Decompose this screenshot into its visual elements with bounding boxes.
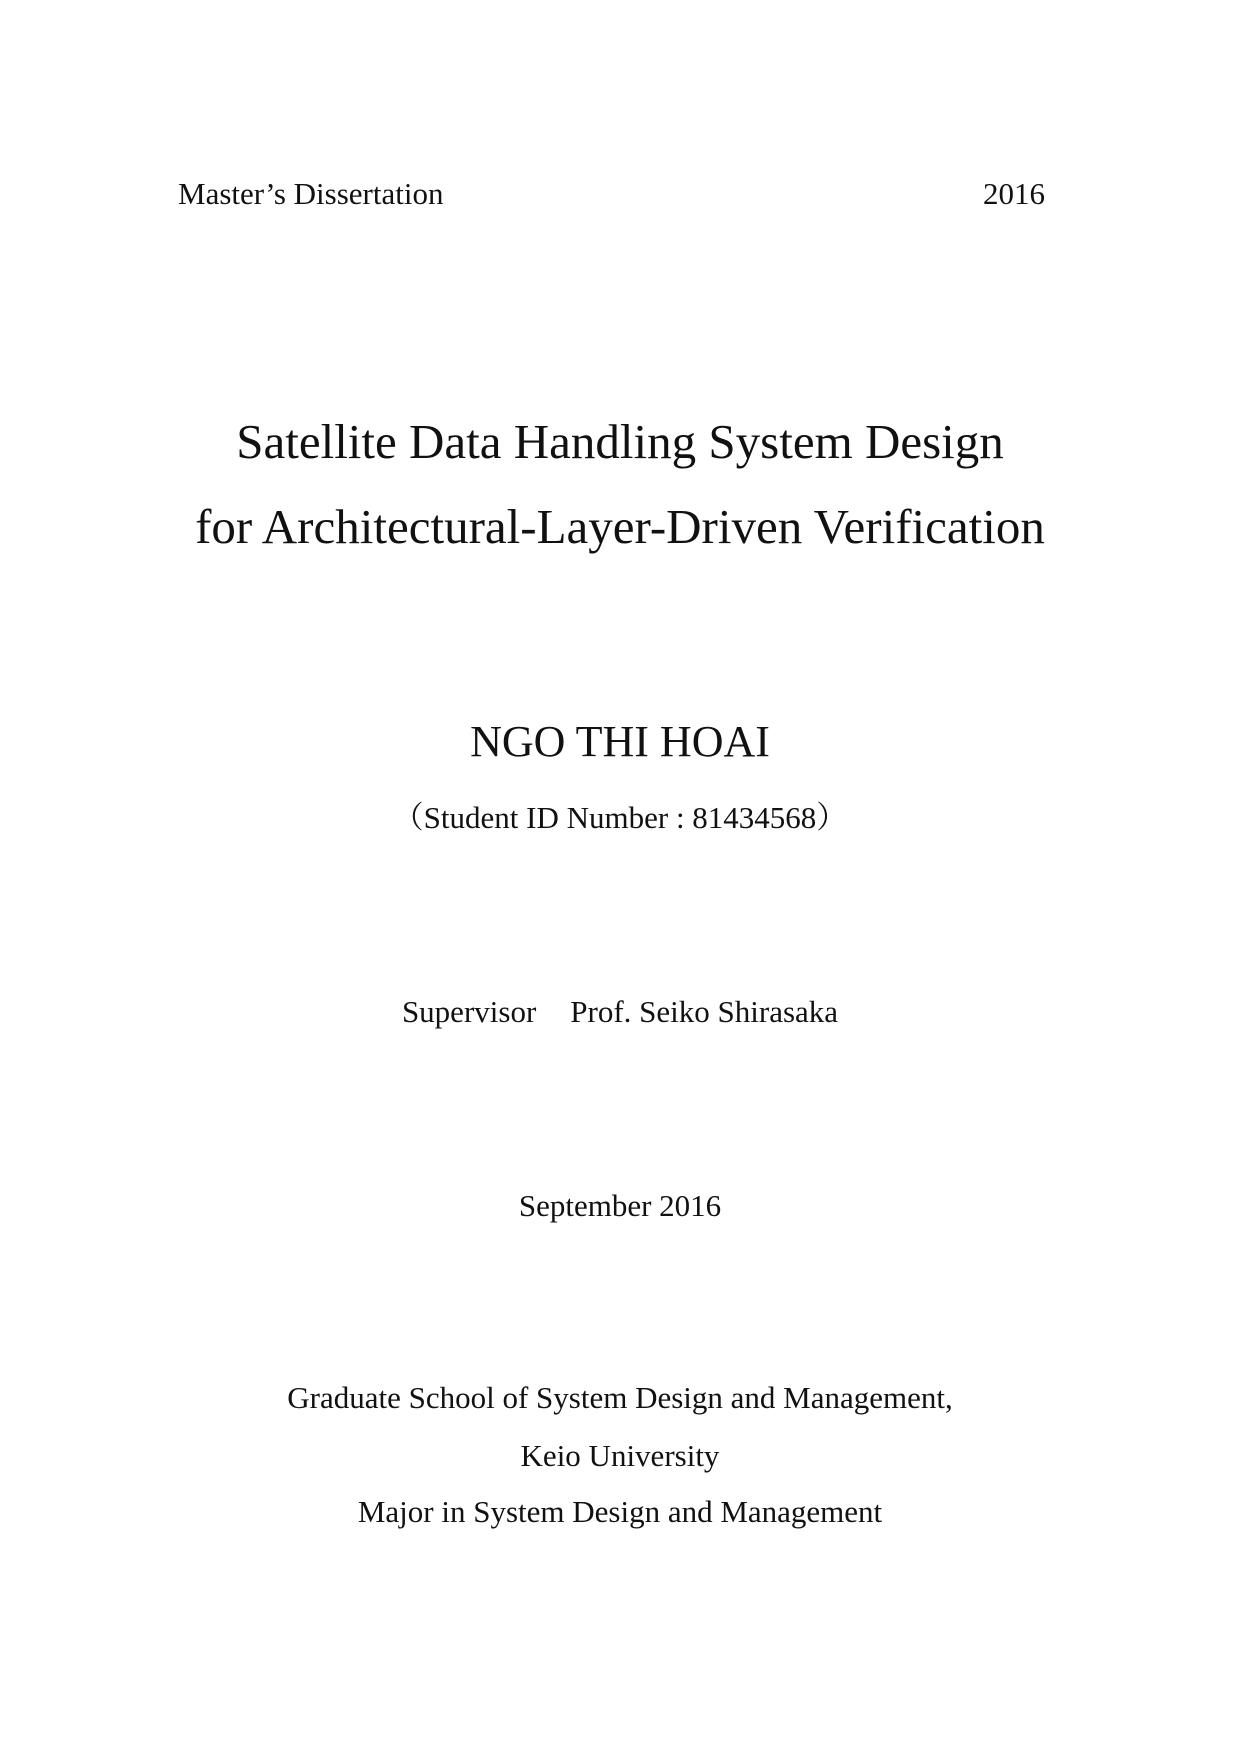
student-id: （Student ID Number : 81434568）	[392, 800, 848, 835]
document-type: Master’s Dissertation	[178, 176, 444, 211]
header-year: 2016	[983, 176, 1045, 211]
supervisor-label: Supervisor	[401, 994, 537, 1029]
affiliation-line-3: Major in System Design and Management	[357, 1494, 883, 1529]
submission-date: September 2016	[518, 1188, 722, 1223]
affiliation-line-2: Keio University	[520, 1438, 720, 1473]
affiliation-line-1: Graduate School of System Design and Management,	[287, 1380, 953, 1415]
title-line-2: for Architectural-Layer-Driven Verification	[195, 499, 1045, 554]
supervisor-name: Prof. Seiko Shirasaka	[570, 994, 839, 1029]
author-name: NGO THI HOAI	[470, 717, 770, 766]
title-line-1: Satellite Data Handling System Design	[236, 414, 1004, 469]
supervisor-line	[0, 996, 1240, 1027]
